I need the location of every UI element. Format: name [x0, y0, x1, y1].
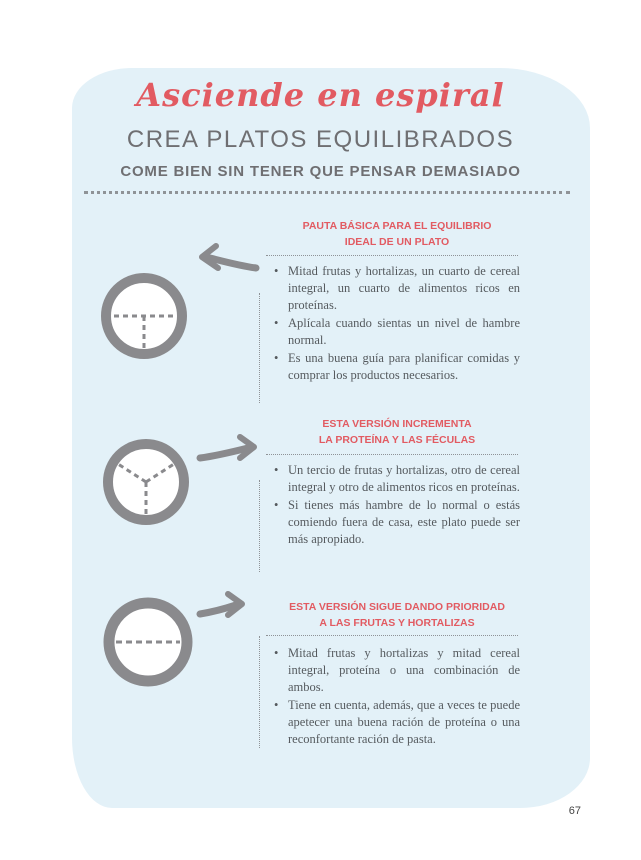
- arrow-left-icon: [196, 238, 260, 278]
- list-item: • Si tienes más hambre de lo normal o estás comiendo fuera de casa, este plato puede ser más apropiado.: [272, 497, 520, 548]
- plate-thirds-icon: [100, 436, 192, 528]
- list-item: • Un tercio de frutas y hortalizas, otro de cereal integral y otro de alimentos ricos en proteínas.: [272, 462, 520, 496]
- section-divider-1: [266, 255, 518, 256]
- dotted-divider: [84, 191, 570, 194]
- page-title: CREA PLATOS EQUILIBRADOS: [126, 126, 515, 153]
- list-item: • Aplícala cuando sientas un nivel de hambre normal.: [272, 315, 520, 349]
- list-item: • Mitad frutas y hortalizas y mitad cereal integral, proteína o una combinación de ambos.: [272, 645, 520, 696]
- section-list-3: [272, 645, 520, 749]
- section-vertical-rule-3: [259, 636, 260, 748]
- section-list-2: [272, 462, 520, 549]
- plate-half-quarter-quarter-icon: [98, 270, 190, 362]
- section-list-1: [272, 263, 520, 385]
- arrow-right-icon: [196, 590, 250, 622]
- list-item: • Es una buena guía para planificar comidas y comprar los productos necesarios.: [272, 350, 520, 384]
- script-title: Asciende en espiral: [136, 76, 505, 114]
- section-vertical-rule-2: [259, 480, 260, 572]
- plate-halves-icon: [100, 594, 196, 690]
- section-vertical-rule-1: [259, 293, 260, 403]
- list-item: • Mitad frutas y hortalizas, un cuarto de cereal integral, un cuarto de alimentos ricos en proteínas.: [272, 263, 520, 314]
- page-subtitle: COME BIEN SIN TENER QUE PENSAR DEMASIADO: [120, 163, 521, 180]
- section-divider-2: [266, 454, 518, 455]
- section-heading-1: PAUTA BÁSICA PARA EL EQUILIBRIO IDEAL DE UN PLATO: [302, 220, 492, 248]
- section-divider-3: [266, 635, 518, 636]
- page-number: 67: [568, 805, 581, 817]
- section-heading-3: ESTA VERSIÓN SIGUE DANDO PRIORIDAD A LAS FRUTAS Y HORTALIZAS: [289, 601, 505, 629]
- list-item: • Tiene en cuenta, además, que a veces te puede apetecer una buena ración de proteína o una reconfortante ración de pasta.: [272, 697, 520, 748]
- section-heading-2: ESTA VERSIÓN INCREMENTA LA PROTEÍNA Y LAS FÉCULAS: [318, 418, 476, 446]
- arrow-right-icon: [196, 432, 262, 468]
